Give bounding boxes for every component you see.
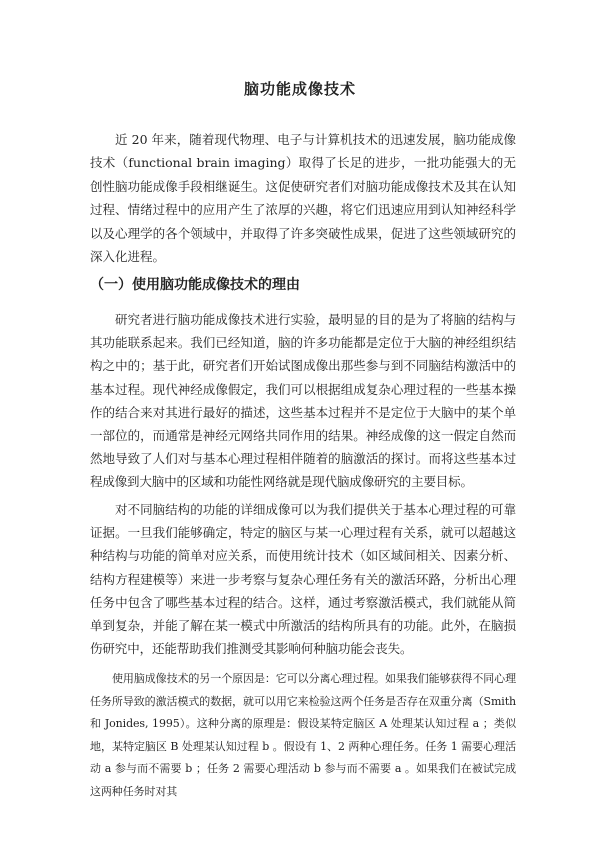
section-heading: （一）使用脑功能成像技术的理由 [90,277,300,293]
section-paragraph-2: 对不同脑结构的功能的详细成像可以为我们提供关于基本心理过程的可靠证据。一旦我们能够确定，特定的脑区与某一心理过程有关系，就可以超越这种结构与功能的简单对应关系，而使用统计技术（如区域间相关、因素分析、结构方程建模等）来进一步考察与复杂心理任务有关的激活环路，分析出心理任务中包含了哪些基本过程的结合。这样，通过考察激活模式，我们就能从简单到复杂，并能了解在某一模式中所激活的结构所具有的功能。此外，在脑损伤研究中，还能帮助我们推测受其影响何种脑功能会丧失。 [90,502,516,657]
section-paragraph-1: 研究者进行脑功能成像技术进行实验，最明显的目的是为了将脑的结构与其功能联系起来。我们已经知道，脑的许多功能都是定位于大脑的神经组织结构之中的；基于此，研究者们开始试图成像出那些参与到不同脑结构激活中的基本过程。现代神经成像假定，我们可以根据组成复杂心理过程的一些基本操作的结合来对其进行最好的描述，这些基本过程并不是定位于大脑中的某个单一部位的，而通常是神经元网络共同作用的结果。神经成像的这一假定自然而然地导致了人们对与基本心理过程相伴随着的脑激活的探讨。而将这些基本过程成像到大脑中的区域和功能性网络就是现代脑成像研究的主要目标。 [90,312,516,490]
intro-paragraph: 近 20 年来，随着现代物理、电子与计算机技术的迅速发展，脑功能成像技术（functional brain imaging）取得了长足的进步，一批功能强大的无创性脑功能成像手段相继诞生。这促使研究者们对脑功能成像技术及其在认知过程、情绪过程中的应用产生了浓厚的兴趣，将它们迅速应用到认知神经科学以及心理学的各个领域中，并取得了许多突破性成果，促进了这些领域研究的深入化进程。 [90,132,516,265]
page-title: 脑功能成像技术 [243,80,356,98]
section-paragraph-3: 使用脑成像技术的另一个原因是：它可以分离心理过程。如果我们能够获得不同心理任务所导致的激活模式的数据，就可以用它来检验这两个任务是否存在双重分离（Smith 和 Jonides, 1995）。这种分离的原理是：假设某特定脑区 A 处理某认知过程 a ；类似地，某特定脑区 B 处理某认知过程 b 。假设有 1、2 两种心理任务。任务 1 需要心理活动 a 参与而不需要 b ；任务 2 需要心理活动 b 参与而不需要 a 。如果我们在被试完成这两种任务时对其 [90,672,516,798]
